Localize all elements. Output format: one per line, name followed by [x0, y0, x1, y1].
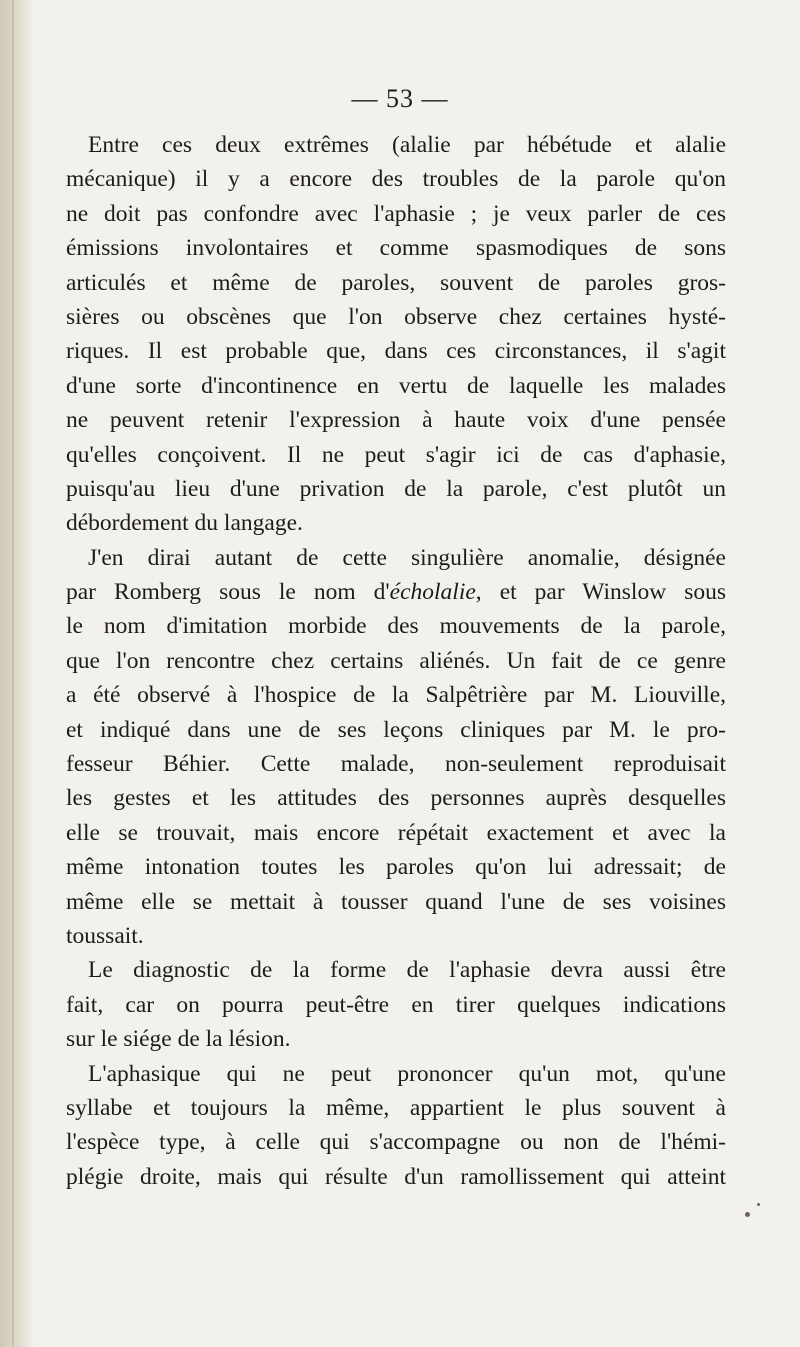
text-line: articulés et même de paroles, souvent de paroles gros- [66, 269, 726, 296]
text-line: que l'on rencontre chez certains aliénés. Un fait de ce genre [66, 647, 726, 674]
text-line: l'espèce type, à celle qui s'accompagne ou non de l'hémi- [66, 1129, 726, 1156]
page-number: — 53 — [351, 84, 449, 113]
paper-speck [745, 1212, 750, 1217]
text-line: mécanique) il y a encore des troubles de la parole qu'on [66, 166, 726, 193]
text-line: sières ou obscènes que l'on observe chez certaines hysté- [66, 303, 726, 330]
text-line: d'une sorte d'incontinence en vertu de laquelle les malades [66, 372, 726, 399]
text-line: même intonation toutes les paroles qu'on lui adressait; de [66, 854, 726, 881]
text-line-with-italic [66, 575, 726, 609]
text-fragment: , et par Winslow sous [475, 579, 726, 606]
text-line: qu'elles conçoivent. Il ne peut s'agir ici de cas d'aphasie, [66, 441, 726, 468]
text-line: sur le siége de la lésion. [66, 1026, 291, 1053]
body-text [66, 128, 726, 1194]
text-line: le nom d'imitation morbide des mouvements de la parole, [66, 613, 726, 640]
text-line: J'en dirai autant de cette singulière anomalie, désignée [88, 544, 726, 571]
text-line: toussait. [66, 922, 144, 949]
text-line: riques. Il est probable que, dans ces circonstances, il s'agit [66, 338, 726, 365]
text-line: et indiqué dans une de ses leçons cliniques par M. le pro- [66, 716, 726, 743]
text-line: Entre ces deux extrêmes (alalie par hébétude et alalie [88, 132, 726, 158]
text-line: puisqu'au lieu d'une privation de la parole, c'est plutôt un [66, 475, 726, 502]
text-fragment: par Romberg sous le nom d' [66, 579, 390, 606]
text-line: débordement du langage. [66, 510, 303, 537]
text-line: Le diagnostic de la forme de l'aphasie devra aussi être [88, 957, 726, 984]
text-line: émissions involontaires et comme spasmodiques de sons [66, 235, 726, 262]
text-line: a été observé à l'hospice de la Salpêtrière par M. Liouville, [66, 682, 726, 709]
page-gutter-shadow [0, 0, 34, 1347]
text-line: les gestes et les attitudes des personnes auprès desquelles [66, 785, 726, 812]
text-line: fesseur Béhier. Cette malade, non-seulement reproduisait [66, 751, 726, 778]
text-line: même elle se mettait à tousser quand l'une de ses voisines [66, 888, 726, 915]
text-line: fait, car on pourra peut-être en tirer quelques indications [66, 991, 726, 1018]
binding-edge [12, 0, 14, 1347]
text-line: ne peuvent retenir l'expression à haute voix d'une pensée [66, 407, 726, 434]
italic-term: écholalie [389, 579, 476, 606]
paper-speck [757, 1203, 760, 1206]
text-line: elle se trouvait, mais encore répétait exactement et avec la [66, 819, 726, 846]
text-line: ne doit pas confondre avec l'aphasie ; je veux parler de ces [66, 200, 726, 227]
text-line: L'aphasique qui ne peut prononcer qu'un mot, qu'une [88, 1060, 726, 1087]
text-line: plégie droite, mais qui résulte d'un ramollissement qui atteint [66, 1163, 726, 1190]
text-line: syllabe et toujours la même, appartient le plus souvent à [66, 1094, 726, 1121]
